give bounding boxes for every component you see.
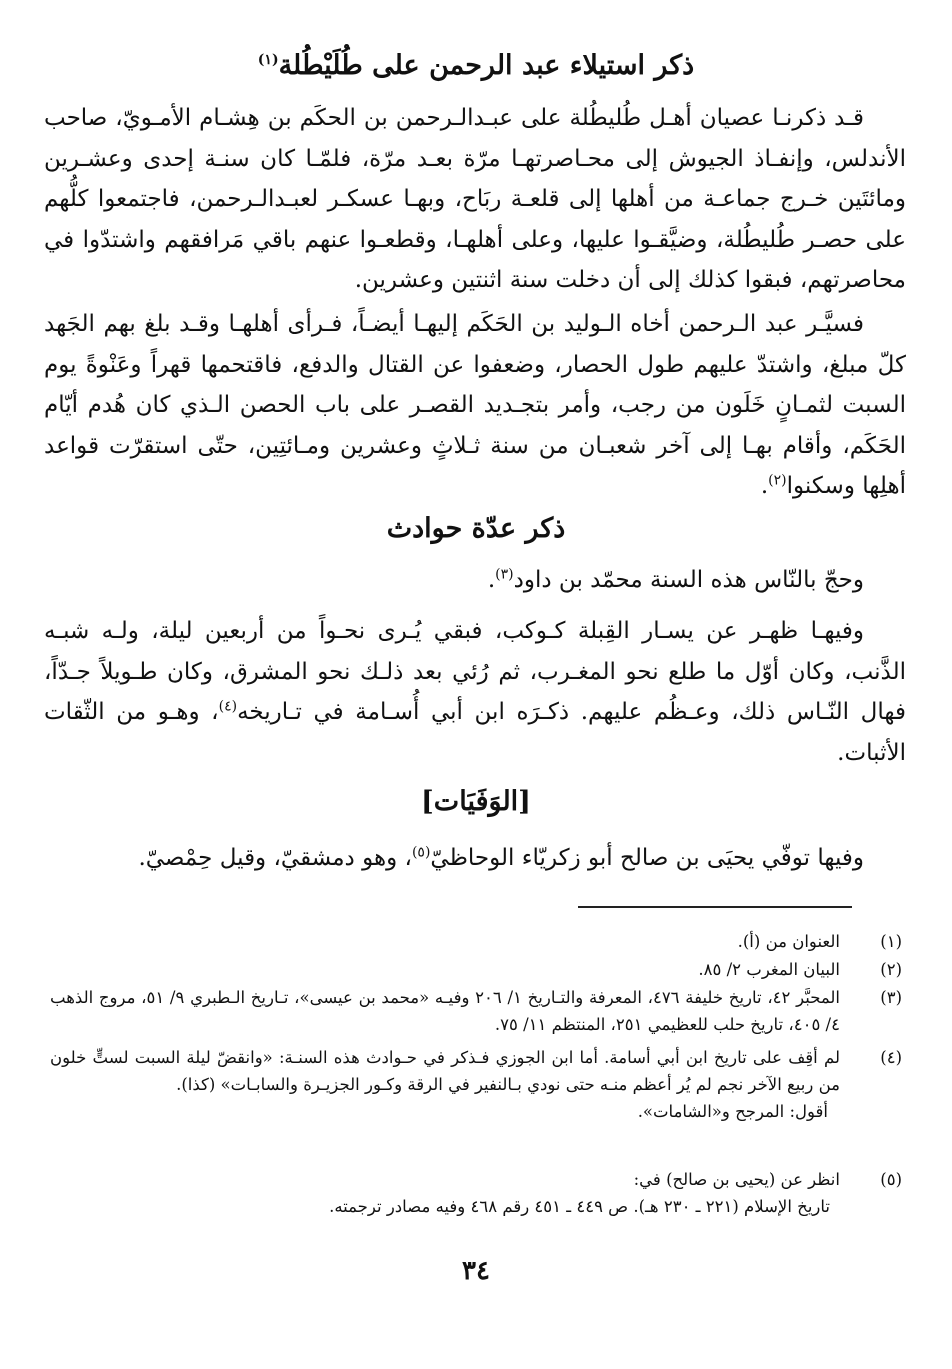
footnote-text: أقول: المرجح و«الشامات».: [637, 1102, 828, 1121]
footnote-text: العنوان من (أ).: [737, 932, 840, 951]
paragraph-text: قـد ذكرنـا عصيان أهـل طُليطُلة على عبـدالـرحمن بن الحكَم بن هِشـام الأمـويّ، صاحب الأندلس، وإنفـاذ الجيوش إلى محـاصرتهـا مرّة بعـد مرّة، فلمّـا كان سنـة إحدى وعشـرين ومائتَين خـرج جماعـة من أهلها إلى قلعـة ربَاح، وبهـا عسكـر لعبـدالـرحمن، فاجتمعوا كلُّهم على حصـر طُليطُلة، وضيَّقـوا عليها، وعلى أهلهـا، وقطعـوا عنهم باقي مَرافقهم واشتدّوا في محاصرتهم، فبقوا كذلك إلى أن دخلت سنة اثنتين وعشرين.: [44, 105, 906, 293]
footnote-5: [50, 1166, 902, 1220]
footnote-number: (٣): [880, 988, 902, 1007]
paragraph-text: .: [487, 567, 496, 593]
heading-text: ذكر استيلاء عبد الرحمن على طُلَيْطُلة: [278, 50, 695, 81]
footnote-2: [50, 956, 902, 983]
footnote-ref: (١): [257, 52, 279, 68]
footnote-ref: (٣): [495, 566, 514, 583]
heading-text: ذكر عدّة حوادث: [386, 513, 566, 544]
footnote-ref: (٥): [411, 844, 431, 861]
paragraph-hajj: [44, 560, 906, 601]
paragraph-siege: [44, 98, 906, 301]
paragraph-text: فسيَّـر عبد الـرحمن أخاه الـوليد بن الحَكَم إليهـا أيضـاً، فـرأى أهلهـا وقـد بلغ بهم الجَهد كلّ مبلغ، واشتدّ عليهم طول الحصار، وضعفوا عن القتال والدفع، فاقتحمها قهراً وعَنْوةً يوم السبت لثمـانٍ خَلَون من رجب، وأمر بتجـديد القصـر على باب الحصن الـذي كان هُدم أيّام الحَكَم، وأقام بهـا إلى آخر شعبـان من سنة ثـلاثٍ وعشرين ومـائتِين، حتّى استقرّت قواعد أهلِها وسكنوا: [44, 311, 906, 499]
footnote-1: [50, 928, 902, 955]
section-heading-toledo: [0, 46, 952, 86]
footnote-text: البيان المغرب ٢/ ٨٥.: [698, 960, 840, 979]
footnote-text: تاريخ الإسلام (٢٢١ ـ ٢٣٠ هـ). ص ٤٤٩ ـ ٤٥١ رقم ٤٦٨ وفيه مصادر ترجمته.: [329, 1197, 830, 1216]
footnote-4: [50, 1044, 902, 1125]
section-heading-events: [0, 509, 952, 549]
paragraph-text: ، وهـو من الثّقات الأثبات.: [44, 699, 906, 766]
paragraph-text: ، وهو دمشقيّ، وقيل حِمْصيّ.: [138, 845, 412, 871]
footnote-ref: (٤): [218, 698, 238, 715]
footnote-3: [50, 984, 902, 1038]
heading-text: [الوَفَيَات]: [421, 786, 531, 817]
paragraph-comet: [44, 611, 906, 773]
footnote-text: لم أقِف على تاريخ ابن أبي أسامة. أما ابن الجوزي فـذكر في حـوادث هذه السنـة: «وانقضّ ليلة السبت لستٍّ خلون من ربيع الآخر نجم لم يُر أعظم منـه حتى نودي بـالنفير في الرقة وكـور الجزيـرة والسابـات» (كذا).: [50, 1048, 840, 1094]
footnote-text: المحبَّر ٤٢، تاريخ خليفة ٤٧٦، المعرفة والتـاريخ ١/ ٢٠٦ وفيـه «محمد بن عيسى»، تـاريخ الـطبري ٩/ ٥١، مروج الذهب ٤/ ٤٠٥، تاريخ حلب للعظيمي ٢٥١، المنتظم ١١/ ٧٥.: [50, 988, 841, 1034]
paragraph-conquest: [44, 304, 906, 507]
footnote-number: (١): [880, 932, 902, 951]
footnote-divider: [578, 906, 852, 908]
paragraph-text: وفيهـا ظهـر عن يسـار القِبلة كـوكب، فبقي يُـرى نحـواً من أربعين ليلة، ولـه شبـه الذَّنب، وكان أوّل ما طلع نحو المغـرب، ثم رُئي بعد ذلـك نحو المشرق، وكان طـويلاً جـدّاً، فهال النّـاس ذلك، وعـظُم عليهم. ذكـرَه ابن أبي أُسـامة في تـاريخه: [44, 618, 906, 725]
section-heading-deaths: [0, 782, 952, 822]
page-number: ٣٤: [462, 1256, 490, 1286]
footnote-text: انظر عن (يحيى بن صالح) في:: [633, 1170, 840, 1189]
paragraph-text: وفيها توفّي يحيَى بن صالح أبو زكريّاء الوحاظيّ: [430, 845, 864, 871]
footnote-ref: (٢): [768, 472, 787, 489]
paragraph-text: وحجّ بالنّاس هذه السنة محمّد بن داود: [513, 567, 864, 593]
paragraph-text: .: [760, 473, 769, 499]
footnote-number: (٥): [880, 1170, 902, 1189]
footnote-number: (٢): [880, 960, 902, 979]
footnote-number: (٤): [880, 1048, 902, 1067]
paragraph-death-yahya: [44, 838, 906, 879]
